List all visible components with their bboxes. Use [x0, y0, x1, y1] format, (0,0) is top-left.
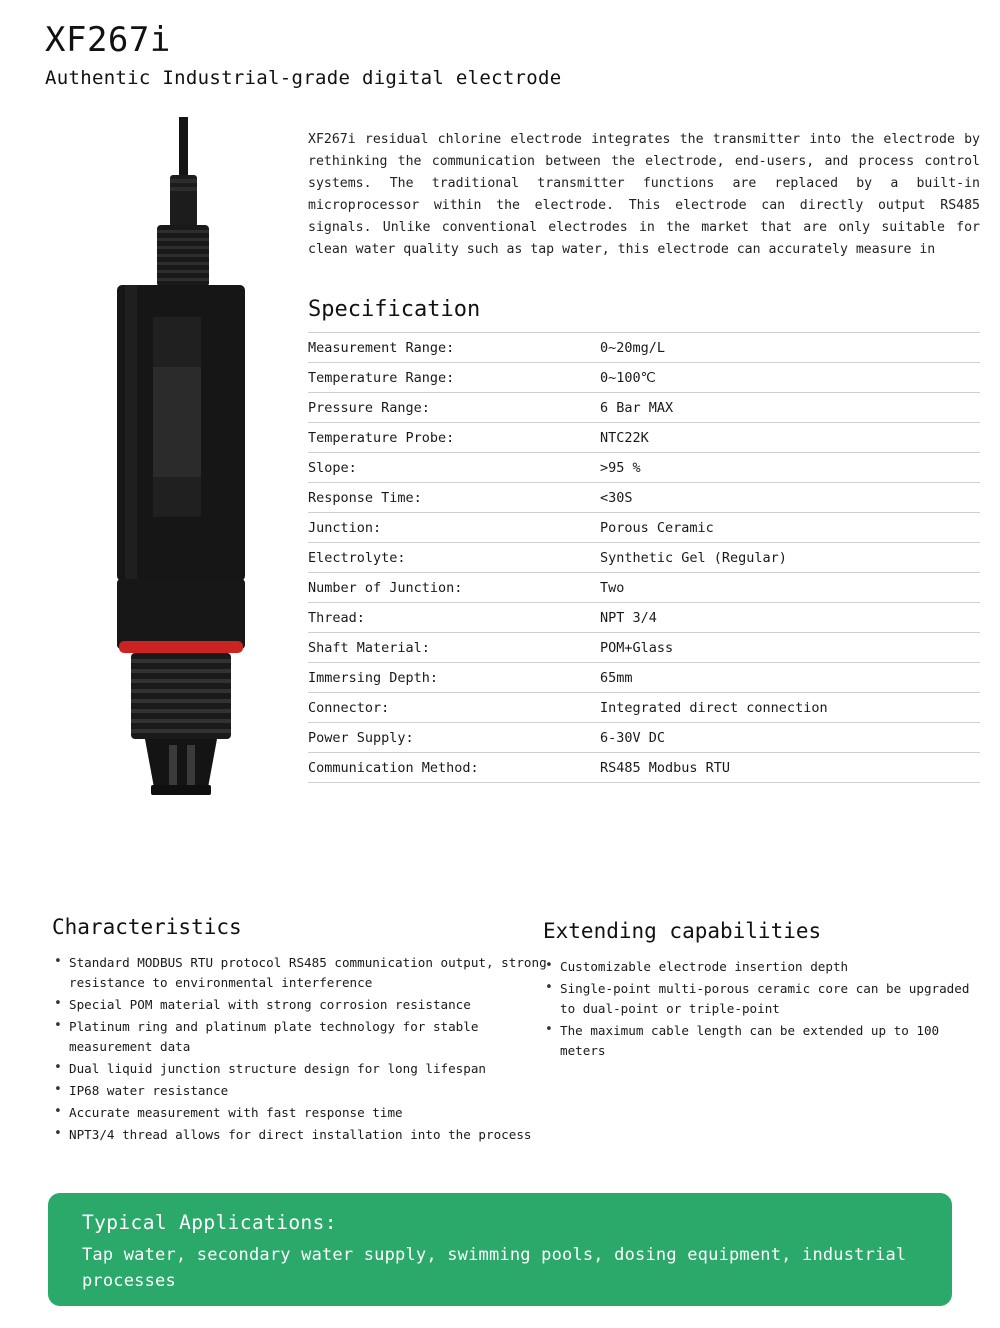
table-row [308, 453, 980, 483]
characteristics-column [52, 915, 552, 1147]
product-overview-section [0, 107, 1000, 807]
spec-value: NTC22K [600, 430, 649, 447]
spec-label: Number of Junction: [308, 580, 463, 597]
page-subtitle: Authentic Industrial-grade digital electrode [45, 67, 562, 90]
spec-label: Temperature Range: [308, 370, 455, 387]
spec-value: NPT 3/4 [600, 610, 657, 627]
spec-value: <30S [600, 490, 633, 507]
list-item: • The maximum cable length can be extended up to 100 meters [543, 1021, 988, 1061]
list-item: • Customizable electrode insertion depth [543, 957, 988, 977]
table-row [308, 573, 980, 603]
page-title: XF267i [45, 20, 171, 60]
spec-label: Pressure Range: [308, 400, 430, 417]
typical-applications-text: Tap water, secondary water supply, swimming pools, dosing equipment, industrial processes [82, 1245, 907, 1291]
spec-label: Electrolyte: [308, 550, 406, 567]
list-item: • Accurate measurement with fast response time [52, 1103, 552, 1123]
extending-capabilities-title: Extending capabilities [543, 919, 822, 943]
specification-table [308, 332, 980, 783]
table-row [308, 333, 980, 363]
table-row [308, 603, 980, 633]
spec-label: Junction: [308, 520, 382, 537]
spec-label: Measurement Range: [308, 340, 455, 357]
table-row [308, 723, 980, 753]
intro-paragraph: XF267i residual chlorine electrode integrates the transmitter into the electrode by rethinking the communication between the electrode, end-users, and process control systems. The traditional transmitter functions are replaced by a built-in microprocessor within the electrode. This electrode can directly output RS485 signals. Unlike conventional electrodes in the market that are only suitable for clean water quality such as tap water, this electrode can accurately measure in [308, 132, 980, 258]
table-row [308, 693, 980, 723]
characteristics-title: Characteristics [52, 915, 242, 939]
table-row [308, 633, 980, 663]
spec-value: RS485 Modbus RTU [600, 760, 731, 777]
spec-value: >95 % [600, 460, 641, 477]
spec-value: 6 Bar MAX [600, 400, 674, 417]
spec-value: 0~100℃ [600, 370, 656, 387]
characteristics-list [52, 953, 552, 1145]
table-row [308, 513, 980, 543]
spec-value: 0~20mg/L [600, 340, 666, 357]
list-item: • Single-point multi-porous ceramic core can be upgraded to dual-point or triple-point [543, 979, 988, 1019]
spec-label: Power Supply: [308, 730, 414, 747]
list-item: • Special POM material with strong corrosion resistance [52, 995, 552, 1015]
list-item: • Standard MODBUS RTU protocol RS485 communication output, strong resistance to environmental interference [52, 953, 552, 993]
spec-label: Response Time: [308, 490, 422, 507]
product-image [95, 117, 275, 797]
page-header [0, 0, 1000, 89]
table-row [308, 363, 980, 393]
typical-applications-banner [48, 1193, 952, 1306]
spec-value: 6-30V DC [600, 730, 666, 747]
spec-label: Connector: [308, 700, 390, 717]
spec-label: Communication Method: [308, 760, 479, 777]
typical-applications-title: Typical Applications: [82, 1211, 337, 1234]
spec-value: Integrated direct connection [600, 700, 828, 717]
extending-capabilities-column [543, 919, 988, 1063]
spec-label: Immersing Depth: [308, 670, 439, 687]
table-row [308, 753, 980, 783]
spec-label: Shaft Material: [308, 640, 430, 657]
table-row [308, 483, 980, 513]
spec-value: POM+Glass [600, 640, 674, 657]
table-row [308, 543, 980, 573]
spec-value: Synthetic Gel (Regular) [600, 550, 787, 567]
specification-title: Specification [308, 297, 481, 323]
spec-value: 65mm [600, 670, 633, 687]
specification-block [308, 297, 980, 783]
spec-value: Two [600, 580, 625, 597]
spec-label: Temperature Probe: [308, 430, 455, 447]
table-row [308, 393, 980, 423]
list-item: • Platinum ring and platinum plate technology for stable measurement data [52, 1017, 552, 1057]
spec-label: Slope: [308, 460, 357, 477]
list-item: • NPT3/4 thread allows for direct installation into the process [52, 1125, 552, 1145]
extending-capabilities-list [543, 957, 988, 1061]
list-item: • Dual liquid junction structure design for long lifespan [52, 1059, 552, 1079]
spec-value: Porous Ceramic [600, 520, 714, 537]
list-item: • IP68 water resistance [52, 1081, 552, 1101]
table-row [308, 663, 980, 693]
table-row [308, 423, 980, 453]
spec-label: Thread: [308, 610, 365, 627]
